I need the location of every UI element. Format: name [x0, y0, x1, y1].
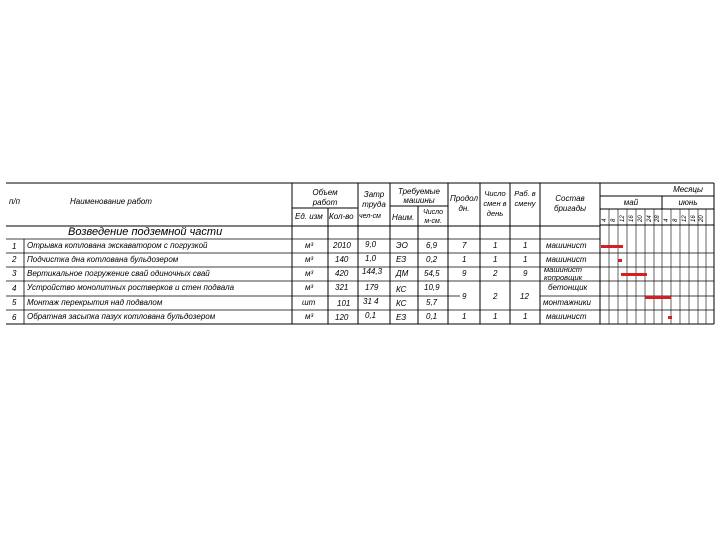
gantt-bar — [645, 296, 671, 299]
row-crew: машинист копровщик — [544, 265, 583, 282]
row-mcount: 10,9 — [424, 283, 440, 292]
row-mcount: 0,2 — [426, 255, 438, 264]
row-name: Подчистка дна котлована бульдозером — [27, 255, 179, 264]
row-number: 6 — [12, 313, 17, 322]
row-workers: 9 — [523, 269, 528, 278]
row-unit: м³ — [305, 241, 314, 250]
row-qty: 120 — [335, 313, 349, 322]
row-dur: 7 — [462, 241, 467, 250]
row-unit: м³ — [305, 269, 314, 278]
row-unit: м³ — [305, 312, 314, 321]
row-labor: 144,3 — [362, 267, 383, 276]
row-mach: КС — [396, 285, 407, 294]
gantt-bar — [668, 316, 672, 319]
row-mach: ДМ — [396, 269, 409, 278]
day-label: 20 — [699, 215, 705, 222]
row-mcount: 54,5 — [424, 269, 440, 278]
day-label: 8 — [673, 218, 679, 222]
header-labor: Затр труда — [362, 190, 386, 209]
row-crew: машинист — [546, 255, 587, 264]
gantt-bar — [621, 273, 647, 276]
row-crew: монтажники — [543, 298, 591, 307]
header-unit: Ед. изм — [295, 212, 323, 221]
day-label: 12 — [620, 215, 626, 222]
row-name: Отрывка котлована экскаватором с погрузкой — [27, 241, 208, 250]
day-label: 16 — [691, 215, 697, 222]
row-mach: ЕЗ — [396, 255, 407, 264]
row-labor: 1,0 — [365, 254, 377, 263]
row-number: 4 — [12, 284, 17, 293]
row-number: 5 — [12, 298, 17, 307]
row-labor: 179 — [365, 283, 379, 292]
header-month-june: июнь — [678, 198, 698, 207]
header-mach-count: Число м-см. — [423, 209, 443, 225]
row-dur: 9 — [462, 269, 467, 278]
day-label: 8 — [611, 218, 617, 222]
row-labor: 0,1 — [365, 311, 377, 320]
row-mach: ЕЗ — [396, 313, 407, 322]
row-unit: м³ — [305, 283, 314, 292]
row-mcount: 0,1 — [426, 312, 438, 321]
header-qty: Кол-во — [329, 212, 354, 221]
day-label: 20 — [638, 215, 644, 222]
row-number: 1 — [12, 242, 17, 251]
header-name: Наименование работ — [70, 197, 152, 206]
row-qty: 321 — [335, 283, 349, 292]
header-labor-sub: чел-см — [359, 213, 381, 220]
header-mach-name: Наим. — [392, 213, 415, 222]
row-unit: м³ — [305, 255, 314, 264]
row-workers: 1 — [523, 241, 528, 250]
row-mcount: 5,7 — [426, 298, 438, 307]
section-title: Возведение подземной части — [68, 226, 223, 238]
row-mach: ЭО — [396, 241, 408, 250]
day-label: 24 — [647, 215, 653, 222]
day-label: 16 — [629, 215, 635, 222]
row-qty: 420 — [335, 269, 349, 278]
row-labor: 9,0 — [365, 240, 377, 249]
gantt-bar — [601, 245, 623, 248]
header-crew: Состав бригады — [553, 194, 586, 213]
row-crew: машинист — [546, 241, 587, 250]
row-workers: 1 — [523, 255, 528, 264]
row-number: 2 — [12, 255, 17, 264]
row-shifts: 1 — [493, 312, 498, 321]
header-volume: Объем работ — [312, 188, 338, 207]
row-unit: шт — [302, 298, 316, 307]
row-qty: 2010 — [333, 241, 351, 250]
row-dur: 9 — [462, 292, 467, 301]
row-qty: 140 — [335, 255, 349, 264]
gantt-bar — [618, 259, 622, 262]
row-workers: 12 — [520, 292, 529, 301]
row-crew: бетонщик — [548, 283, 588, 292]
row-labor: 31 4 — [363, 297, 379, 306]
row-dur: 1 — [462, 312, 467, 321]
header-month-may: май — [623, 198, 639, 207]
row-shifts: 2 — [493, 269, 498, 278]
header-workers: Раб. в смену — [514, 189, 536, 208]
row-shifts: 1 — [493, 255, 498, 264]
row-name: Обратная засыпка пазух котлована бульдозером — [27, 312, 216, 321]
row-shifts: 1 — [493, 241, 498, 250]
header-duration: Продол дн. — [450, 194, 478, 213]
row-dur: 1 — [462, 255, 467, 264]
row-number: 3 — [12, 269, 17, 278]
row-name: Монтаж перекрытия над подвалом — [27, 298, 163, 307]
row-crew: машинист — [546, 312, 587, 321]
row-qty: 101 — [337, 299, 351, 308]
day-label: 12 — [682, 215, 688, 222]
row-name: Устройство монолитных ростверков и стен подвала — [27, 283, 235, 292]
row-mcount: 6,9 — [426, 241, 438, 250]
day-label: 28 — [655, 215, 661, 222]
row-workers: 1 — [523, 312, 528, 321]
header-num: п/п — [9, 197, 21, 206]
row-mach: КС — [396, 299, 407, 308]
header-month: Месяцы — [673, 185, 703, 194]
header-shifts: Число смен в день — [483, 189, 507, 218]
row-name: Вертикальное погружение свай одиночных свай — [27, 269, 210, 278]
day-label: 4 — [602, 218, 608, 222]
header-machines: Требуемые машины — [397, 187, 441, 205]
day-label: 4 — [664, 218, 670, 222]
row-shifts: 2 — [493, 292, 498, 301]
